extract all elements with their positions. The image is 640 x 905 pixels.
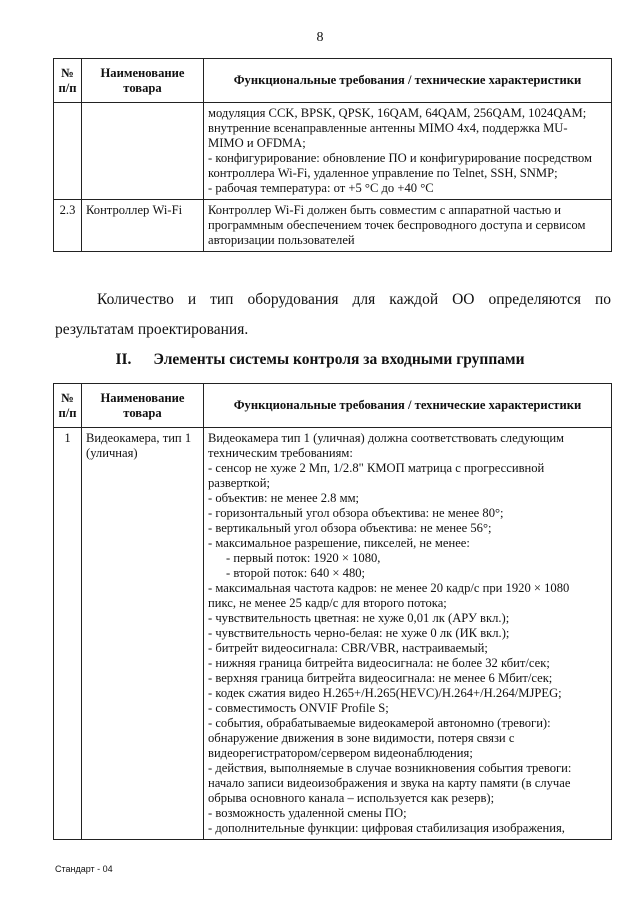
row-name: Видеокамера, тип 1 (уличная) xyxy=(82,428,204,840)
spec-line: обнаружение движения в зоне видимости, потеря связи с xyxy=(208,731,515,745)
table-header-row xyxy=(54,384,612,428)
header-specs: Функциональные требования / технические характеристики xyxy=(204,384,612,428)
body-paragraph: Количество и тип оборудования для каждой ОО определяются по результатам проектирования. xyxy=(55,291,611,338)
spec-line: - события, обрабатываемые видеокамерой автономно (тревоги): xyxy=(208,716,551,730)
spec-line: - битрейт видеосигнала: CBR/VBR, настраиваемый; xyxy=(208,641,488,655)
row-specs xyxy=(204,200,612,252)
section-heading xyxy=(0,351,640,369)
spec-line: MIMO и OFDMA; xyxy=(208,136,306,150)
spec-line: - верхняя граница битрейта видеосигнала: не менее 6 Мбит/сек; xyxy=(208,671,553,685)
table-row xyxy=(54,428,612,840)
spec-line: - объектив: не менее 2.8 мм; xyxy=(208,491,360,505)
spec-line: - второй поток: 640 × 480; xyxy=(226,566,366,580)
spec-line: разверткой; xyxy=(208,476,270,490)
spec-line: - сенсор не хуже 2 Мп, 1/2.8" КМОП матрица с прогрессивной xyxy=(208,461,545,475)
spec-line: - максимальная частота кадров: не менее 20 кадр/с при 1920 × 1080 xyxy=(208,581,570,595)
row-specs xyxy=(204,428,612,840)
spec-line: программным обеспечением точек беспроводного доступа и сервисом xyxy=(208,218,586,232)
spec-line: - совместимость ONVIF Profile S; xyxy=(208,701,389,715)
spec-line: - горизонтальный угол обзора объектива: не менее 80°; xyxy=(208,506,504,520)
table-header-row xyxy=(54,59,612,103)
spec-line: авторизации пользователей xyxy=(208,233,355,247)
header-num: № п/п xyxy=(54,59,82,103)
spec-line: техническим требованиям: xyxy=(208,446,353,460)
spec-line: - чувствительность черно-белая: не хуже 0 лк (ИК вкл.); xyxy=(208,626,510,640)
page-number: 8 xyxy=(316,30,324,45)
row-specs xyxy=(204,103,612,200)
spec-line: пикс, не менее 25 кадр/с для второго потока; xyxy=(208,596,447,610)
spec-line: модуляция CCK, BPSK, QPSK, 16QAM, 64QAM, 256QAM, 1024QAM; xyxy=(208,106,587,120)
footer-label: Стандарт - 04 xyxy=(55,864,113,874)
row-name: Контроллер Wi-Fi xyxy=(82,200,204,252)
header-name: Наименование товара xyxy=(82,59,204,103)
table-row xyxy=(54,200,612,252)
spec-line: - максимальное разрешение, пикселей, не менее: xyxy=(208,536,470,550)
header-name: Наименование товара xyxy=(82,384,204,428)
spec-line: - рабочая температура: от +5 °С до +40 °С xyxy=(208,181,434,195)
spec-line: обрыва основного канала – используется как резерв); xyxy=(208,791,495,805)
spec-line: Контроллер Wi-Fi должен быть совместим с аппаратной частью и xyxy=(208,203,562,217)
spec-line: - первый поток: 1920 × 1080, xyxy=(226,551,381,565)
row-num xyxy=(54,103,82,200)
spec-line: - возможность удаленной смены ПО; xyxy=(208,806,407,820)
section-title: Элементы системы контроля за входными группами xyxy=(153,351,525,368)
table-row xyxy=(54,103,612,200)
spec-line: - действия, выполняемые в случае возникновения события тревоги: xyxy=(208,761,572,775)
spec-line: - вертикальный угол обзора объектива: не менее 56°; xyxy=(208,521,492,535)
spec-line: - кодек сжатия видео H.265+/H.265(HEVC)/H.264+/H.264/MJPEG; xyxy=(208,686,562,700)
spec-line: - конфигурирование: обновление ПО и конфигурирование посредством xyxy=(208,151,592,165)
header-num: № п/п xyxy=(54,384,82,428)
spec-line: Видеокамера тип 1 (уличная) должна соответствовать следующим xyxy=(208,431,565,445)
row-num: 2.3 xyxy=(54,200,82,252)
spec-line: начало записи видеоизображения и звука на карту памяти (в случае xyxy=(208,776,571,790)
spec-line: - нижняя граница битрейта видеосигнала: не более 32 кбит/сек; xyxy=(208,656,550,670)
header-specs: Функциональные требования / технические характеристики xyxy=(204,59,612,103)
requirements-table-wifi xyxy=(53,58,612,252)
row-num: 1 xyxy=(54,428,82,840)
requirements-table-cameras xyxy=(53,383,612,840)
row-name xyxy=(82,103,204,200)
spec-line: контроллера Wi-Fi, удаленное управление по Telnet, SSH, SNMP; xyxy=(208,166,558,180)
spec-line: - чувствительность цветная: не хуже 0,01 лк (АРУ вкл.); xyxy=(208,611,510,625)
spec-line: - дополнительные функции: цифровая стабилизация изображения, xyxy=(208,821,565,835)
spec-line: видеорегистратором/сервером видеонаблюдения; xyxy=(208,746,473,760)
section-number: II. xyxy=(115,351,132,368)
spec-line: внутренние всенаправленные антенны MIMO 4x4, поддержка MU- xyxy=(208,121,568,135)
